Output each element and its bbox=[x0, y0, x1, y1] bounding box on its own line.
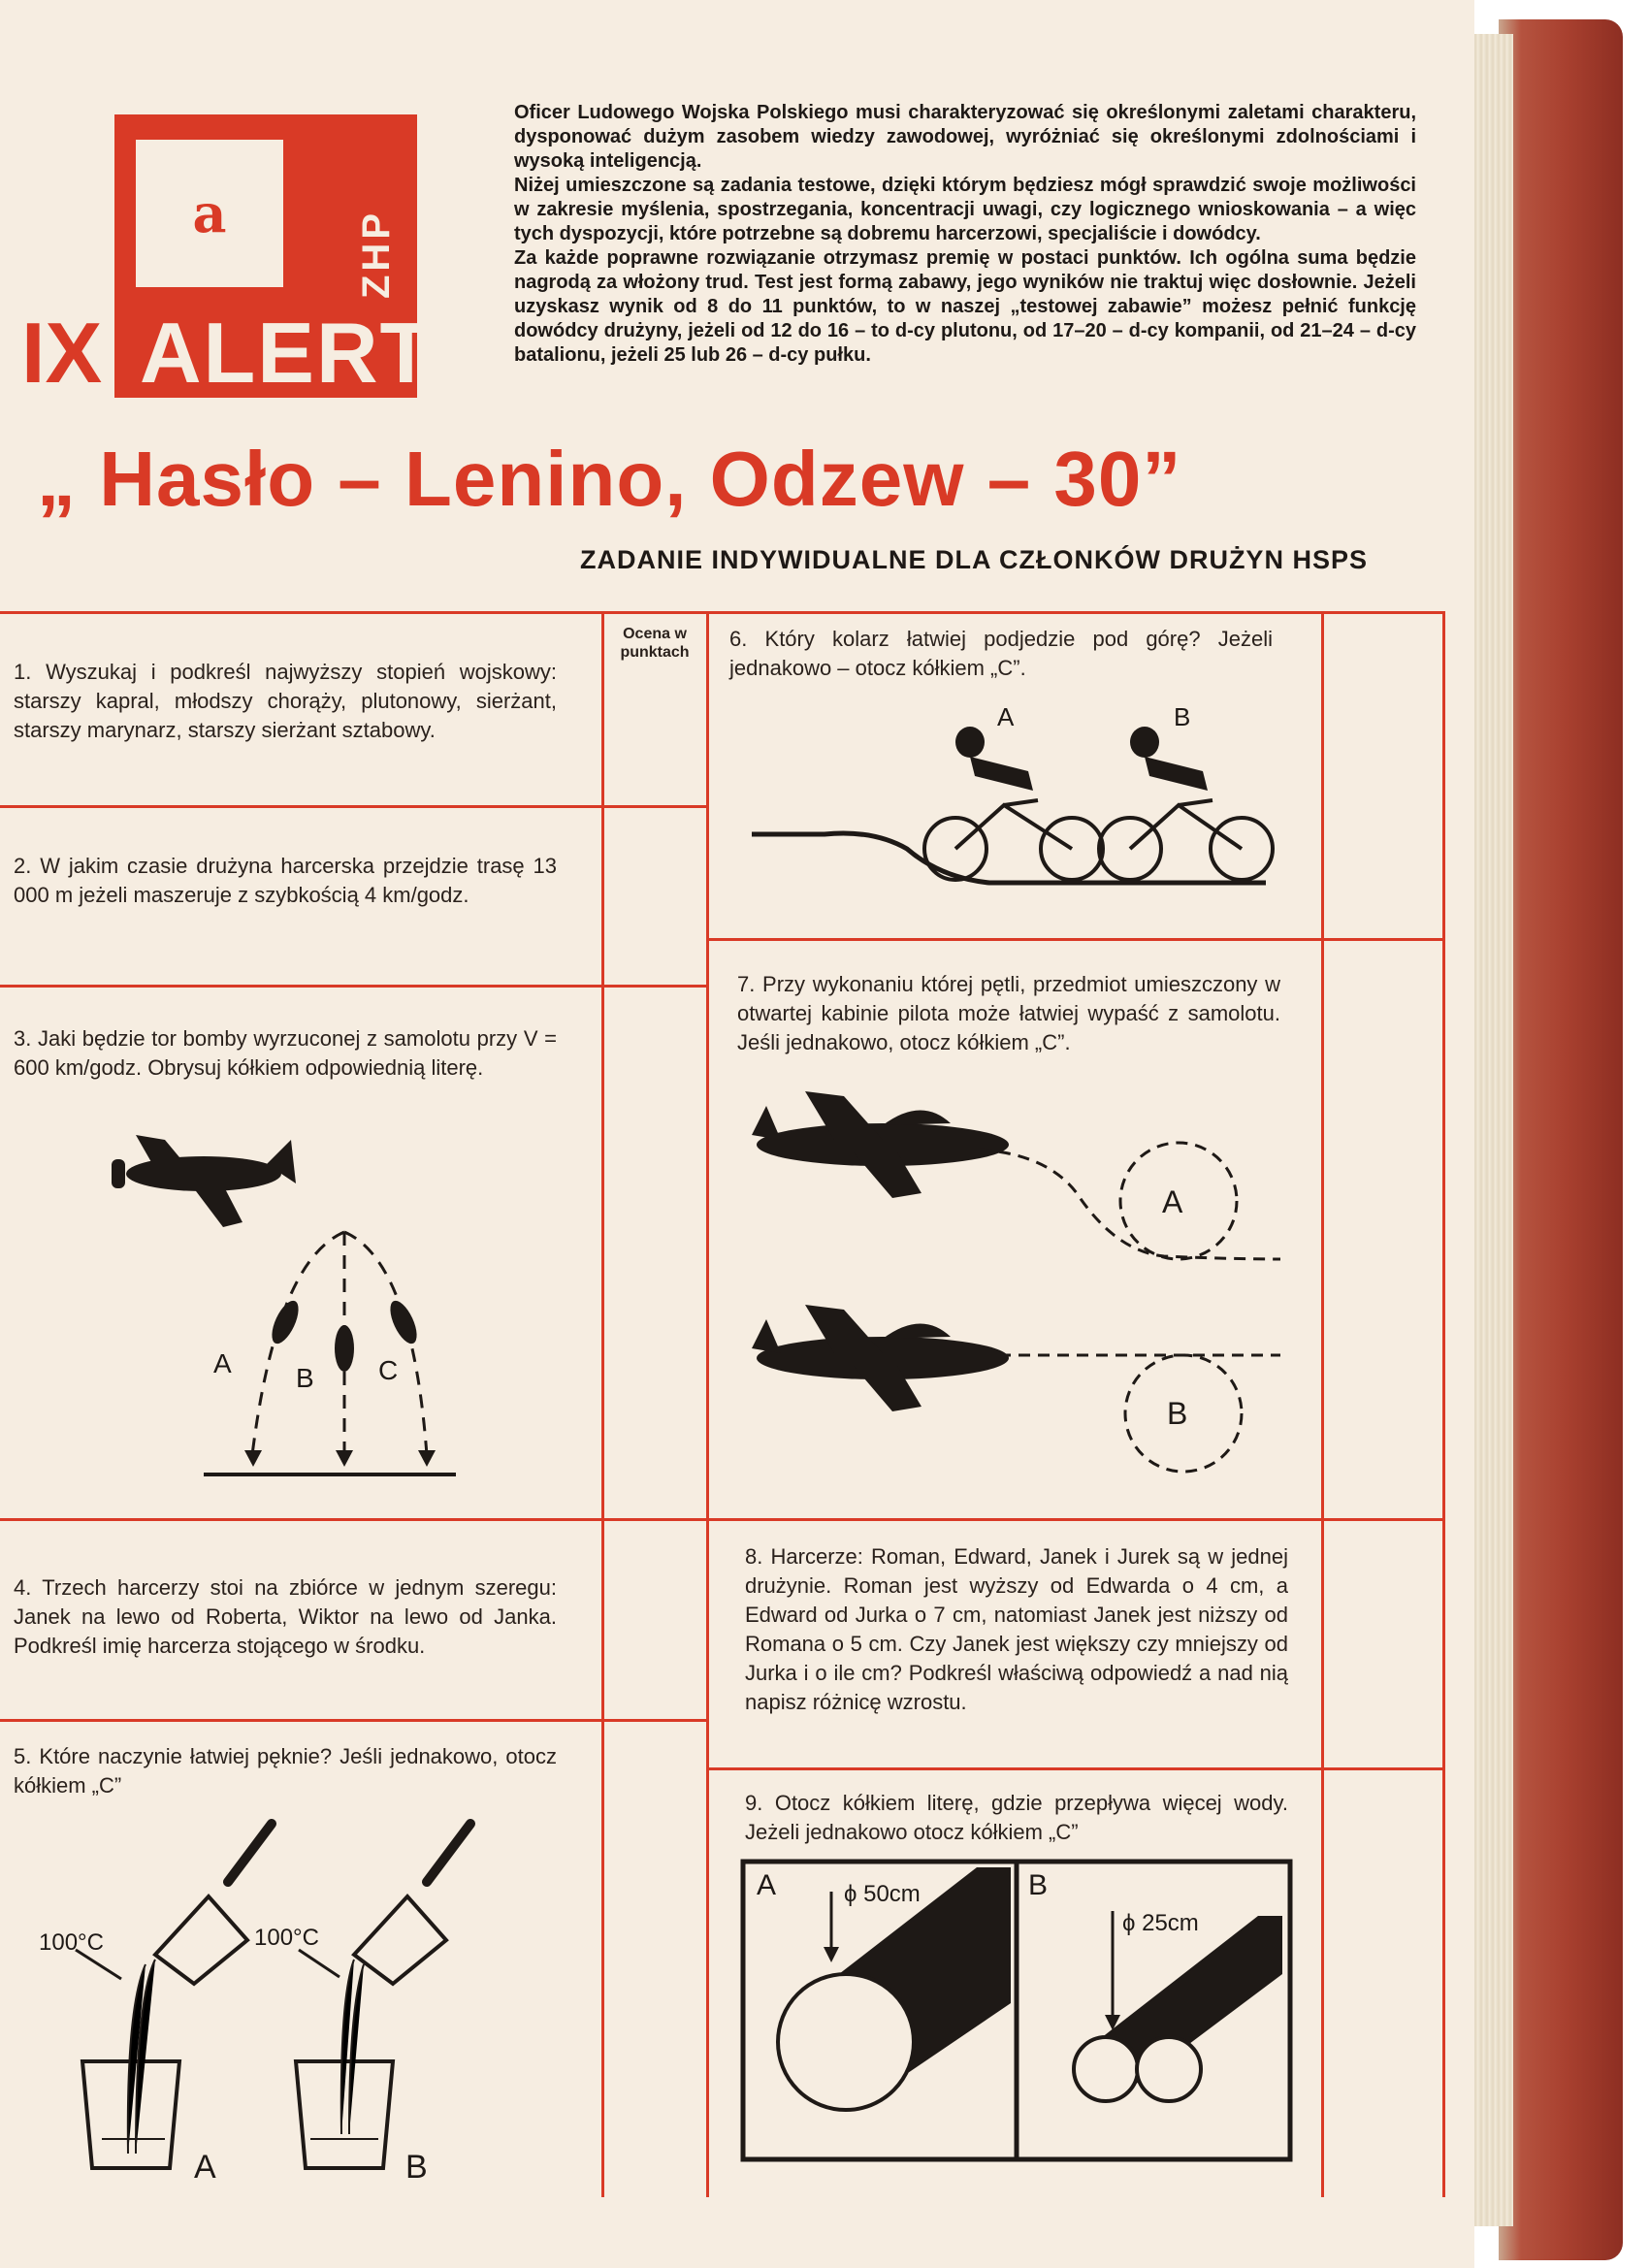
trajectory-c bbox=[344, 1232, 427, 1455]
task-7 bbox=[737, 970, 1280, 1057]
task-5 bbox=[14, 1742, 557, 1800]
task-8 bbox=[745, 1542, 1288, 1717]
grid-line bbox=[0, 1719, 706, 1722]
task-text: Wyszukaj i podkreśl najwyższy stopień wojskowy: starszy kapral, młodszy chorąży, plutonowy, sierżant, starszy marynarz, starszy sierżant sztabowy. bbox=[14, 660, 558, 742]
bomb-label-b: B bbox=[296, 1363, 314, 1393]
alert-logo bbox=[114, 114, 435, 401]
task-number: 5. bbox=[14, 1744, 32, 1768]
glass-label-a: A bbox=[194, 2149, 216, 2186]
task-number: 9. bbox=[745, 1791, 763, 1815]
book-binding bbox=[1499, 19, 1623, 2260]
task-text: Który kolarz łatwiej podjedzie pod górę? Jeżeli jednakowo – otocz kółkiem „C”. bbox=[729, 627, 1273, 680]
task-1 bbox=[14, 658, 557, 745]
task-number: 7. bbox=[737, 972, 756, 996]
airplane-icon bbox=[112, 1135, 296, 1227]
logo-zhp: ZHP bbox=[355, 210, 398, 299]
grid-line bbox=[706, 611, 709, 2197]
loops-figure bbox=[747, 1086, 1300, 1504]
task-text: Które naczynie łatwiej pęknie? Jeśli jednakowo, otocz kółkiem „C” bbox=[14, 1744, 557, 1798]
pipe-b-opening-1 bbox=[1074, 2037, 1138, 2101]
task-9 bbox=[745, 1789, 1288, 1847]
loop-label-b: B bbox=[1167, 1396, 1188, 1431]
task-3 bbox=[14, 1024, 557, 1083]
kettle-b bbox=[354, 1896, 446, 1984]
task-text: Trzech harcerzy stoi na zbiórce w jednym szeregu: Janek na lewo od Roberta, Wiktor na lewo od Janka. Podkreśl imię harcerza stojącego w środku. bbox=[14, 1575, 557, 1658]
rider-a-head bbox=[955, 727, 985, 758]
pipe-a-opening bbox=[778, 1974, 914, 2110]
grid-line bbox=[0, 1518, 1445, 1521]
pipe-label-b: B bbox=[1028, 1869, 1049, 1901]
intro-paragraph: Niżej umieszczone są zadania testowe, dzięki którym będziesz mógł sprawdzić swoje możliwości w zakresie myślenia, spostrzegania, koncentracji uwagi, czy logicznego wnioskowania – a więc tych dyspozycji, które potrzebne są dobremu harcerzowi, specjaliście i dowódcy. bbox=[514, 175, 1416, 244]
grid-line bbox=[0, 985, 706, 988]
logo-letter: a bbox=[136, 140, 283, 287]
temperature-label-b: 100°C bbox=[254, 1925, 319, 1951]
intro-text bbox=[514, 101, 1416, 368]
score-column-header: Ocena w punktach bbox=[620, 626, 690, 661]
grid-line bbox=[706, 1767, 1445, 1770]
glass-label-b: B bbox=[405, 2149, 428, 2186]
hill-line bbox=[752, 833, 1266, 883]
rider-b-body bbox=[1145, 757, 1208, 791]
rider-b-head bbox=[1130, 727, 1159, 758]
intro-paragraph: Oficer Ludowego Wojska Polskiego musi charakteryzować się określonymi zaletami charakteru, dysponować dużym zasobem wiedzy zawodowej, wyróżniać się określonymi zdolnościami i wysoką inteligencją. bbox=[514, 102, 1416, 172]
bomb-label-a: A bbox=[213, 1348, 232, 1378]
grid-line bbox=[706, 938, 1445, 941]
task-number: 3. bbox=[14, 1026, 32, 1051]
task-number: 1. bbox=[14, 660, 32, 684]
grid-line bbox=[0, 611, 1445, 614]
airplane-b-icon bbox=[752, 1305, 1009, 1411]
grid-line bbox=[601, 611, 604, 2197]
task-2 bbox=[14, 852, 557, 910]
bomb-icon bbox=[335, 1325, 354, 1372]
pipes-figure bbox=[739, 1858, 1294, 2163]
task-text: W jakim czasie drużyna harcerska przejdzie trasę 13 000 m jeżeli maszeruje z szybkością 4 km/godz. bbox=[14, 854, 558, 907]
pipe-b-opening-2 bbox=[1137, 2037, 1201, 2101]
kettle-figure bbox=[29, 1804, 485, 2192]
temperature-label-a: 100°C bbox=[39, 1929, 104, 1956]
task-number: 6. bbox=[729, 627, 748, 651]
task-4 bbox=[14, 1573, 557, 1661]
intro-paragraph: Za każde poprawne rozwiązanie otrzymasz premię w postaci punktów. Ich ogólna suma będzie nagrodą za włożony trud. Test jest formą zabawy, jego wyników nie traktuj więc dosłownie. Jeżeli uzyskasz wynik od 8 do 11 punktów, to w naszej „testowej zabawie” możesz pełnić funkcję dowódcy drużyny, jeżeli od 12 do 16 – to d-cy plutonu, od 17–20 – d-cy kompanii, od 21–24 – d-cy batalionu, jeżeli 25 lub 26 – d-cy pułku. bbox=[514, 247, 1416, 366]
headline: „ Hasło – Lenino, Odzew – 30” bbox=[37, 436, 1182, 522]
rider-label-a: A bbox=[997, 702, 1015, 731]
bomb-trajectory-figure bbox=[97, 1116, 485, 1494]
subheadline: ZADANIE INDYWIDUALNE DLA CZŁONKÓW DRUŻYN HSPS bbox=[580, 545, 1368, 574]
airplane-a-icon bbox=[752, 1091, 1009, 1198]
task-text: Otocz kółkiem literę, gdzie przepływa więcej wody. Jeżeli jednakowo otocz kółkiem „C” bbox=[745, 1791, 1288, 1844]
trajectory-a bbox=[252, 1232, 344, 1455]
loop-label-a: A bbox=[1162, 1184, 1183, 1219]
task-6 bbox=[729, 625, 1273, 683]
bomb-label-c: C bbox=[378, 1355, 399, 1385]
cyclists-figure bbox=[737, 698, 1280, 902]
task-number: 2. bbox=[14, 854, 32, 878]
grid-line bbox=[1442, 611, 1445, 2197]
rider-label-b: B bbox=[1174, 702, 1191, 731]
rider-a-body bbox=[970, 757, 1033, 791]
logo-alert-word: ALERT bbox=[140, 305, 435, 401]
diameter-label-b: ϕ 25cm bbox=[1122, 1910, 1199, 1936]
diameter-label-a: ϕ 50cm bbox=[844, 1881, 921, 1907]
bomb-icon bbox=[385, 1297, 422, 1347]
logo-issue-number: IX bbox=[21, 305, 103, 401]
kettle-a bbox=[155, 1896, 247, 1984]
grid-line bbox=[0, 805, 706, 808]
task-text: Jaki będzie tor bomby wyrzuconej z samolotu przy V = 600 km/godz. Obrysuj kółkiem odpowiednią literę. bbox=[14, 1026, 558, 1080]
pipe-label-a: A bbox=[757, 1869, 777, 1901]
task-text: Przy wykonaniu której pętli, przedmiot umieszczony w otwartej kabinie pilota może łatwiej wypaść z samolotu. Jeśli jednakowo, otocz kółkiem „C”. bbox=[737, 972, 1280, 1054]
grid-line bbox=[1321, 611, 1324, 2197]
task-number: 8. bbox=[745, 1544, 763, 1569]
task-number: 4. bbox=[14, 1575, 32, 1600]
task-text: Harcerze: Roman, Edward, Janek i Jurek są w jednej drużynie. Roman jest wyższy od Edwarda o 4 cm, a Edward od Jurka o 7 cm, natomiast Janek jest niższy od Romana o 5 cm. Czy Janek jest większy czy mniejszy od Jurka i o ile cm? Podkreśl właściwą odpowiedź a nad nią napisz różnicę wzrostu. bbox=[745, 1544, 1288, 1714]
